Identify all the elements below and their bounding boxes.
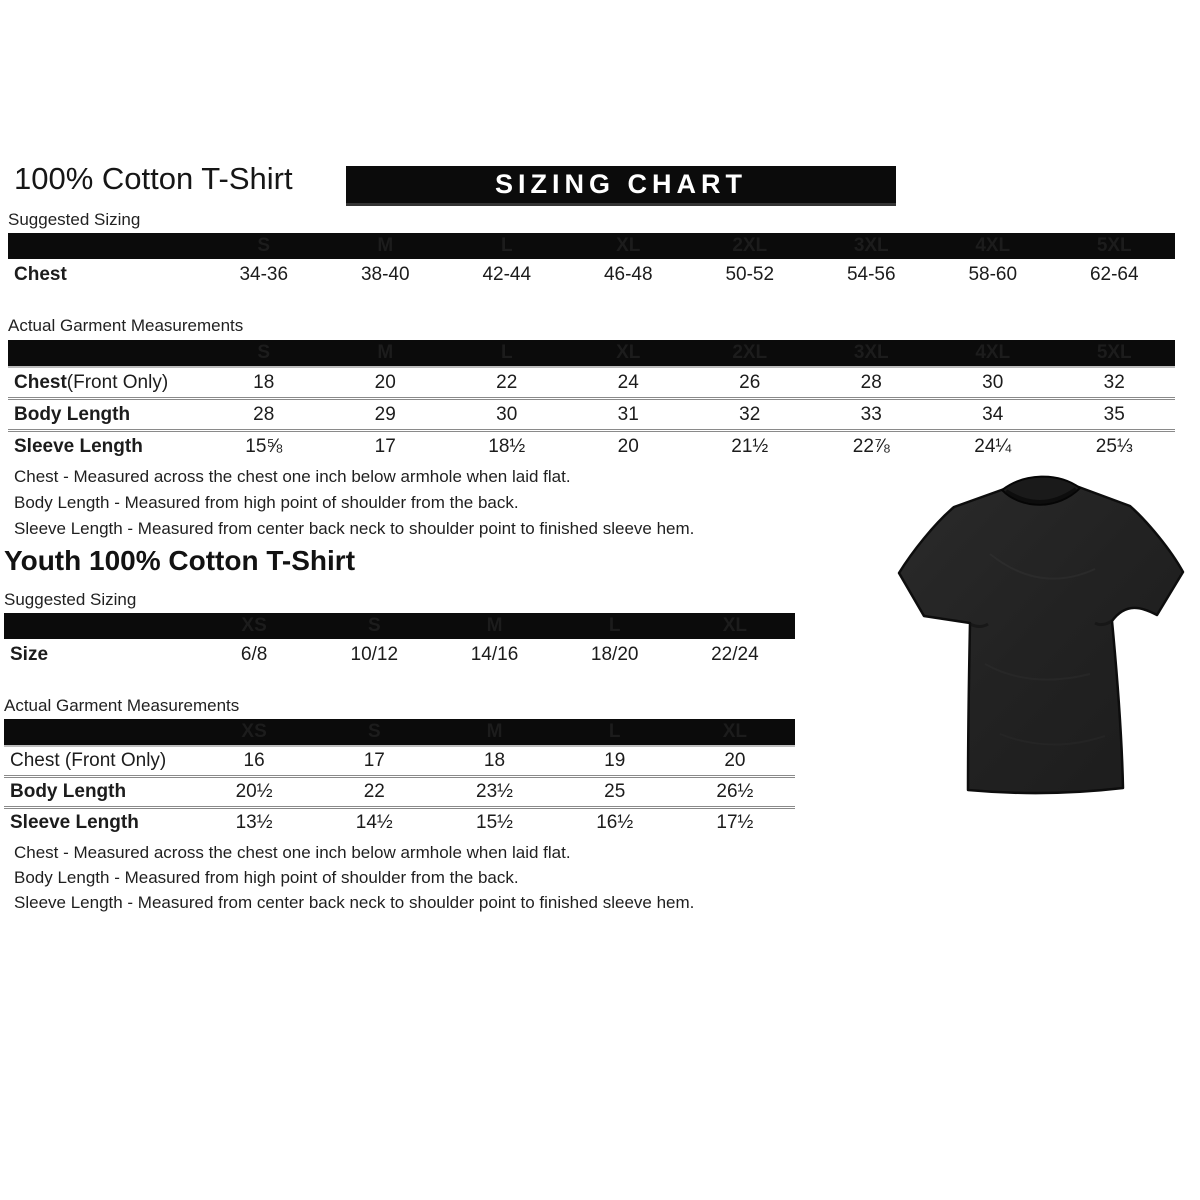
adult-suggested-header-row [8,233,1175,259]
tshirt-product-photo [890,474,1195,806]
table-cell: 25⅓ [1095,435,1133,457]
table-cell: 17½ [716,812,754,833]
table-cell: 42-44 [482,263,532,285]
table-cell: 34 [982,403,1004,425]
youth-section-title: Youth 100% Cotton T-Shirt [4,545,356,576]
header-spacer [4,719,194,745]
table-cell: 33 [860,403,882,425]
table-cell: 28 [860,371,882,393]
size-column-header: M [486,615,503,636]
size-column-header: XL [722,615,748,636]
table-cell: 34-36 [239,263,289,285]
size-column-header: XL [616,235,641,256]
table-cell: 32 [739,403,761,425]
size-column-header: 2XL [732,342,768,363]
table-cell: 28 [253,403,275,425]
note-line: Sleeve Length - Measured from center back neck to shoulder point to finished sleeve hem. [14,519,695,538]
size-column-header: XS [241,721,267,742]
adult-suggested-sizing-label: Suggested Sizing [8,210,141,229]
row-label-bold: Body Length [14,403,131,425]
table-cell: 25 [604,781,626,802]
row-label-bold: Size [10,643,49,665]
table-cell: 29 [374,403,396,425]
youth-actual-header-row [4,719,795,747]
youth-actual-measurements-label: Actual Garment Measurements [4,696,240,715]
table-cell: 23½ [476,781,513,802]
table-row [4,775,795,806]
row-label-bold: Chest [14,371,67,393]
adult-actual-measurements-label: Actual Garment Measurements [8,316,244,335]
table-cell: 18 [483,750,506,771]
table-cell: 15½ [476,812,513,833]
row-label-bold: Sleeve Length [10,812,139,833]
youth-suggested-sizing-label: Suggested Sizing [4,590,137,609]
row-label-bold: Body Length [10,781,127,802]
size-column-header: S [367,615,381,636]
size-column-header: M [377,235,394,256]
table-cell: 16 [243,750,265,771]
size-column-header: L [500,342,513,363]
size-column-header: 3XL [853,342,889,363]
table-cell: 14/16 [470,643,519,665]
table-cell: 30 [982,371,1004,393]
size-column-header: S [257,235,271,256]
table-cell: 24¼ [974,435,1012,457]
adult-actual-header-row [8,340,1175,368]
table-cell: 18 [253,371,275,393]
table-cell: 16½ [596,812,634,833]
size-column-header: XS [241,615,267,636]
size-column-header: 5XL [1096,342,1132,363]
table-cell: 32 [1103,371,1125,393]
size-column-header: L [608,615,621,636]
header-spacer [8,340,203,366]
table-cell: 20 [724,750,746,771]
table-row [8,368,1175,397]
note-line: Chest - Measured across the chest one inch below armhole when laid flat. [14,467,571,486]
table-row [8,429,1175,461]
note-line: Body Length - Measured from high point of shoulder from the back. [14,868,519,887]
size-column-header: 5XL [1096,235,1132,256]
adult-suggested-table [8,233,1175,290]
size-column-header: S [367,721,381,742]
table-cell: 6/8 [240,643,268,665]
size-column-header: S [257,342,271,363]
size-column-header: 4XL [975,235,1011,256]
header-spacer [8,233,203,259]
note-line: Sleeve Length - Measured from center back neck to shoulder point to finished sleeve hem. [14,893,695,912]
table-cell: 19 [604,750,626,771]
size-column-header: 4XL [975,342,1011,363]
table-cell: 26½ [716,781,754,802]
size-column-header: L [608,721,621,742]
row-label [4,639,194,670]
table-cell: 20 [374,371,396,393]
table-cell: 22/24 [711,643,759,665]
table-cell: 54-56 [846,263,896,285]
row-label [4,778,194,806]
table-row [4,747,795,775]
table-cell: 26 [739,371,761,393]
table-cell: 17 [374,435,396,457]
size-column-header: M [377,342,394,363]
size-column-header: 3XL [853,235,889,256]
table-cell: 14½ [355,812,393,833]
row-label [8,368,203,397]
table-cell: 31 [617,403,639,425]
table-cell: 38-40 [360,263,410,285]
table-row [8,259,1175,290]
tshirt-illustration [890,474,1195,806]
table-cell: 20 [617,435,639,457]
adult-section-title: 100% Cotton T-Shirt [14,161,293,196]
row-label-bold: Sleeve Length [14,435,143,457]
table-cell: 22 [496,371,518,393]
youth-measurement-notes [14,840,694,915]
row-label [4,809,194,837]
table-cell: 58-60 [968,263,1018,285]
table-row [8,397,1175,429]
size-column-header: 2XL [732,235,768,256]
table-cell: 35 [1103,403,1125,425]
youth-suggested-table [4,613,795,670]
youth-suggested-header-row [4,613,795,639]
note-line: Chest - Measured across the chest one inch below armhole when laid flat. [14,843,571,862]
header-spacer [4,613,194,639]
tshirt-body [899,486,1183,793]
row-label [8,432,203,461]
table-cell: 13½ [235,812,273,833]
table-cell: 46-48 [603,263,653,285]
table-row [4,806,795,837]
size-column-header: XL [722,721,748,742]
adult-measurement-notes [14,464,694,542]
table-cell: 10/12 [350,643,399,665]
row-label [8,400,203,429]
row-label-bold: Chest [14,263,67,285]
row-label [4,747,194,775]
row-label-rest: Chest (Front Only) [10,750,167,771]
table-cell: 62-64 [1089,263,1139,285]
row-label [8,259,203,290]
table-cell: 22⅞ [852,435,890,457]
size-column-header: L [500,235,513,256]
table-cell: 20½ [235,781,273,802]
table-cell: 18½ [488,435,526,457]
sizing-chart-banner: SIZING CHART [346,166,896,206]
table-cell: 50-52 [725,263,775,285]
table-cell: 15⅝ [245,435,283,457]
table-cell: 21½ [731,435,769,457]
table-cell: 30 [496,403,518,425]
size-column-header: XL [616,342,641,363]
size-column-header: M [486,721,503,742]
note-line: Body Length - Measured from high point of shoulder from the back. [14,493,519,512]
adult-actual-table [8,340,1175,461]
table-cell: 17 [363,750,385,771]
youth-actual-table [4,719,795,837]
table-cell: 24 [617,371,639,393]
table-row [4,639,795,670]
row-label-rest: (Front Only) [66,371,169,393]
table-cell: 18/20 [590,643,639,665]
table-cell: 22 [363,781,385,802]
